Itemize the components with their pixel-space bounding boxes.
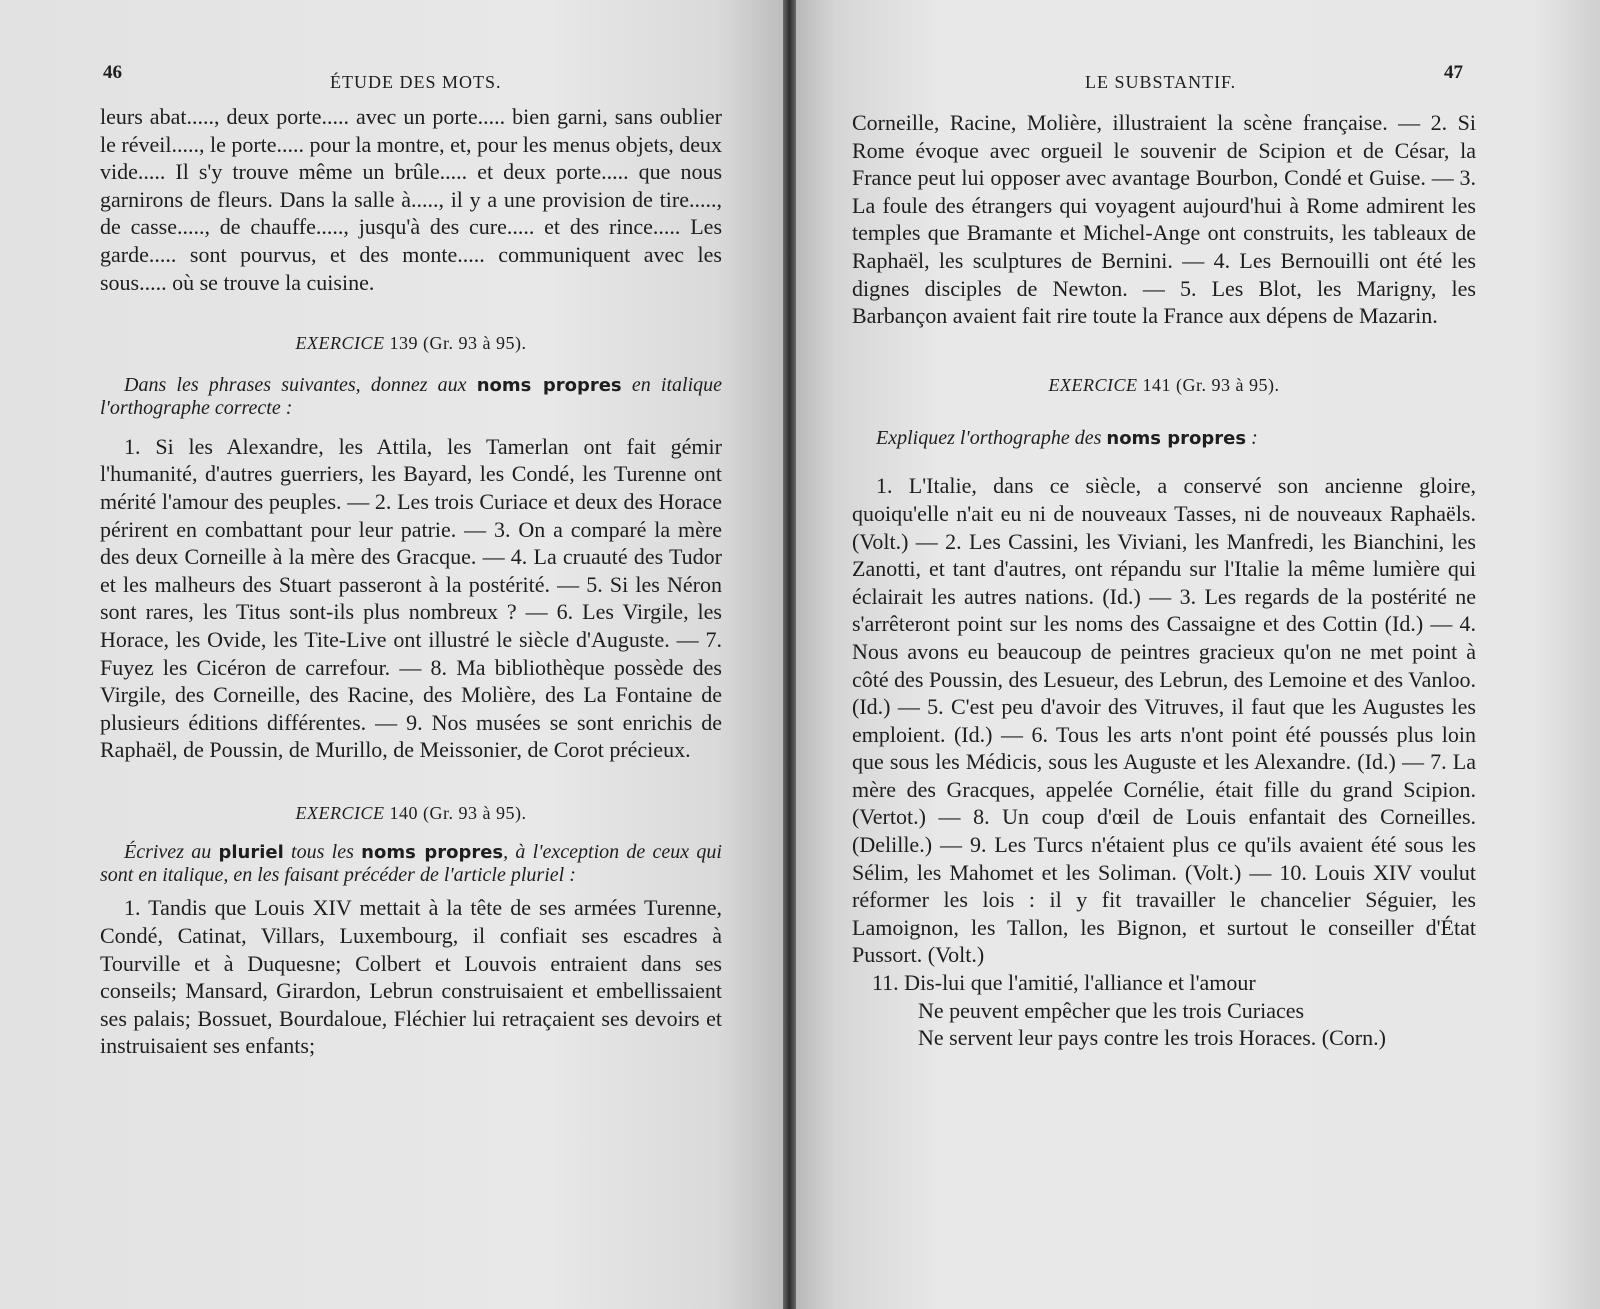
- instr-bold: noms propres: [361, 842, 504, 864]
- right-text-column: [852, 109, 1476, 1052]
- continuation-paragraph: leurs abat....., deux porte..... avec un porte..... bien garni, sans oublier le réveil....., le porte..... pour la montre, et, pour les menus objets, deux vide..... Il s'y trouve même un brûle..... et deux porte..... que nous garnirons de fleurs. Dans la salle à....., il y a une provision de tire....., de casse....., de chauffe....., jusqu'à des cure..... et des rince..... Les garde..... sont pourvus, et des monte..... communiquent avec les sous..... où se trouve la cuisine.: [100, 104, 722, 295]
- exercise-140-heading: [100, 800, 722, 828]
- exercise-label: EXERCICE: [1048, 374, 1138, 395]
- exercise-139-body: 1. Si les Alexandre, les Attila, les Tamerlan ont fait gémir l'humanité, d'autres guerriers, les Bayard, les Condé, les Turenne ont mérité l'amour des peuples. — 2. Les trois Curiace et deux des Horace périrent en combattant pour leur patrie. — 3. On a comparé la mère des deux Corneille à la mère des Gracque. — 4. La cruauté des Tudor et les malheurs des Stuart passeront à la postérité. — 5. Si les Néron sont rares, les Titus sont-ils plus nombreux ? — 6. Les Virgile, les Horace, les Ovide, les Tite-Live ont illustré le siècle d'Auguste. — 7. Fuyez les Cicéron de carrefour. — 8. Ma bibliothèque possède des Virgile, des Corneille, des Racine, des Molière, des La Fontaine de plusieurs éditions différentes. — 9. Nos musées se sont enrichis de Raphaël, de Poussin, de Murillo, de Meissonier, de Corot précieux.: [100, 433, 722, 763]
- exercise-ref: 140 (Gr. 93 à 95).: [389, 802, 527, 823]
- verse-line: Ne peuvent empêcher que les trois Curiaces: [918, 997, 1305, 1023]
- instr-bold: pluriel: [218, 842, 284, 864]
- left-page: [0, 0, 783, 1309]
- page-number-left: 46: [103, 62, 122, 83]
- running-head-left: ÉTUDE DES MOTS.: [330, 72, 502, 92]
- instr-bold: noms propres: [476, 374, 622, 396]
- book-gutter: [783, 0, 796, 1309]
- verse-line: 11. Dis-lui que l'amitié, l'alliance et l'amour: [872, 970, 1256, 996]
- verse-line: Ne servent leur pays contre les trois Horaces. (Corn.): [918, 1025, 1386, 1051]
- left-text-column: [100, 103, 722, 1060]
- exercise-140-body: 1. Tandis que Louis XIV mettait à la tête de ses armées Turenne, Condé, Catinat, Villars, Luxembourg, il confiait ses escadres à Tourville et à Duquesne; Colbert et Louvois entraient dans ses conseils; Mansard, Girardon, Lebrun construisaient et embellissaient ses palais; Bossuet, Bourdaloue, Fléchier lui retraçaient ses devoirs et instruisaient ses enfants;: [100, 895, 722, 1059]
- instr-text: :: [1246, 427, 1258, 450]
- instr-text: Écrivez au: [124, 841, 219, 864]
- exercise-139-heading: [100, 330, 722, 358]
- exercise-label: EXERCICE: [295, 802, 385, 823]
- instr-text: Expliquez l'orthographe des: [876, 427, 1107, 450]
- page-number-right: 47: [1444, 62, 1463, 83]
- running-head-right: LE SUBSTANTIF.: [1085, 72, 1237, 92]
- exercise-141-heading: [852, 372, 1476, 400]
- instr-text: tous les: [283, 841, 362, 864]
- instr-text: , à l'exception de ceux qui sont en italique, en les faisant précéder de l'article pluriel :: [100, 841, 722, 887]
- instr-text: Dans les phrases suivantes, donnez aux: [124, 373, 477, 396]
- exercise-139-instruction: [100, 374, 722, 419]
- exercise-ref: 141 (Gr. 93 à 95).: [1142, 374, 1280, 395]
- exercise-141-instruction: [852, 427, 1476, 450]
- exercise-140-instruction: [100, 841, 722, 886]
- continuation-paragraph: Corneille, Racine, Molière, illustraient la scène française. — 2. Si Rome évoque avec orgueil le souvenir de Scipion et de César, la France peut lui opposer avec avantage Bourbon, Condé et Guise. — 3. La foule des étrangers qui voyagent aujourd'hui à Rome admirent les temples que Bramante et Michel-Ange ont construits, les tableaux de Raphaël, les sculptures de Bernini. — 4. Les Bernouilli ont été les dignes disciples de Newton. — 5. Les Blot, les Marigny, les Barbançon avaient fait rire toute la France aux dépens de Mazarin.: [852, 110, 1476, 329]
- instr-bold: noms propres: [1106, 428, 1247, 450]
- exercise-141-body: 1. L'Italie, dans ce siècle, a conservé son ancienne gloire, quoiqu'elle n'ait eu ni de nouveaux Tasses, ni de nouveaux Raphaëls. (Volt.) — 2. Les Cassini, les Viviani, les Manfredi, les Bianchini, les Zanotti, et tant d'autres, ont répandu sur l'Italie la même lumière qui éclairait les autres nations. (Id.) — 3. Les regards de la postérité ne s'arrêteront point sur les noms des Cassaigne et des Cottin (Id.) — 4. Nous avons eu beaucoup de peintres gracieux qu'on ne met point à côté des Poussin, des Lesueur, des Lebrun, des Lemoine et des Vanloo. (Id.) — 5. C'est peu d'avoir des Vitruves, il faut que les Augustes les emploient. (Id.) — 6. Tous les arts n'ont point été poussés plus loin que sous les Médicis, sous les Auguste et les Alexandre. (Id.) — 7. La mère des Gracques, appelée Cornélie, était fille du grand Scipion. (Vertot.) — 8. Un coup d'œil de Louis enfantait des Corneilles. (Delille.) — 9. Les Turcs n'étaient plus ce qu'ils avaient été sous les Sélim, les Mahomet et les Soliman. (Volt.) — 10. Louis XIV voulut réformer les lois : il y fit travailler le chancelier Séguier, les Lamoignon, les Tallon, les Bignon, et surtout le conseiller d'État Pussort. (Volt.): [852, 473, 1476, 968]
- exercise-label: EXERCICE: [295, 333, 385, 354]
- right-page: [796, 0, 1600, 1309]
- exercise-ref: 139 (Gr. 93 à 95).: [389, 333, 527, 354]
- instr-text: en italique l'orthographe correcte :: [100, 373, 723, 419]
- verse-quotation: [852, 969, 1476, 1052]
